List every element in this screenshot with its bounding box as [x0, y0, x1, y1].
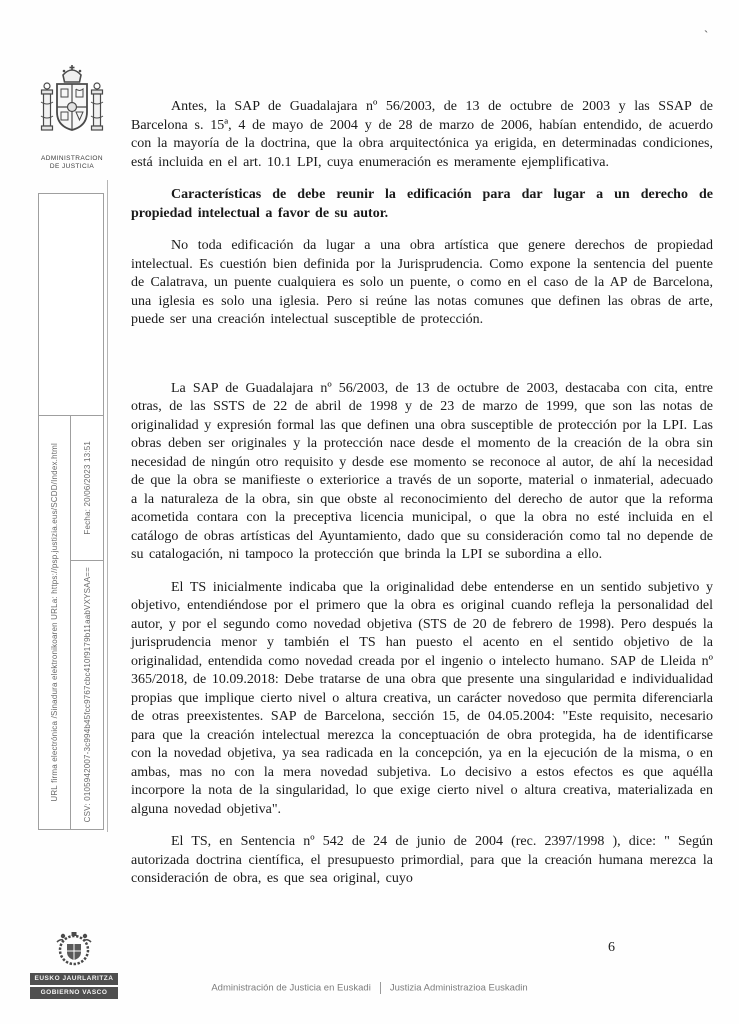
footer-text-es: Administración de Justicia en Euskadi: [211, 982, 371, 994]
page-number: 6: [608, 940, 615, 955]
sidebar-right-column: [71, 416, 103, 829]
section-heading: Características de debe reunir la edificación para dar lugar a un derecho de propiedad intelectual a favor de su autor.: [131, 187, 713, 221]
paragraph: Antes, la SAP de Guadalajara nº 56/2003, de 13 de octubre de 2003 y las SSAP de Barcelona s. 15ª, 4 de mayo de 2004 y de 28 de marzo de 2006, habían entendido, de acuerdo con la mayoría de la doctrina, que la obra arquitectónica ya erigida, en determinadas condiciones, está incluida en el art. 10.1 LPI, cuya enumeración es meramente ejemplificativa.: [131, 99, 713, 170]
sidebar-bottom-cells: [39, 416, 103, 829]
paragraph: El TS inicialmente indicaba que la originalidad debe entenderse en un sentido subjetivo y objetivo, entendiéndose por el primero que la obra es original cuando refleja la personalidad del autor, y por el segundo como novedad objetiva (STS de 20 de febrero de 1998). Pero después la jurisprudencia menor y también el TS han puesto el acento en el sentido objetivo de la originalidad, entendida como novedad creada por el ingenio o intelecto humano. SAP de Lleida nº 365/2018, de 10.09.2018: Debe tratarse de una obra que presente una singularidad e individualidad propias que implique cierto nivel o altura creativa, un carácter novedoso que permita diferenciarla de otras preexistentes. SAP de Barcelona, sección 15, de 04.05.2004: "Este requisito, necesario para que la creación intelectual merezca la conceptuación de obra protegida, ha de identificarse con la novedad objetiva, ya sea radicada en la concepción, ya en la ejecución de la misma, o en ambas, mas no con la mera novedad subjetiva. Lo decisivo a estos efectos es que aquélla incorpore la nota de la singularidad, lo que exige cierto nivel o altura creativa, materializada en alguna novedad objetiva".: [131, 579, 713, 817]
paragraph: No toda edificación da lugar a una obra artística que genere derechos de propiedad intelectual. Es cuestión bien definida por la Jurisprudencia. Como expone la sentencia del puente de Calatrava, un puente cualquiera es solo un puente, o como en el caso de la AP de Barcelona, una iglesia es solo una iglesia. Pero si reúne las notas comunes que definen las obras de arte, puede ser una creación intelectual susceptible de protección.: [131, 238, 713, 327]
signature-sidebar-table: [38, 193, 104, 830]
admin-caption: [26, 155, 118, 171]
admin-caption-line1: ADMINISTRACION: [41, 155, 103, 162]
margin-rule: [107, 180, 108, 832]
sidebar-fecha-cell: [71, 416, 103, 561]
signature-url-text: URL firma electrónica /Sinadura elektronikoaren URLa: https://psp.justizia.eus/SCDD/Index.html: [50, 443, 59, 802]
sidebar-url-cell: [39, 416, 71, 829]
scan-tick-mark: `: [704, 28, 709, 43]
signature-date-text: Fecha: 20/06/2023 13:51: [82, 441, 92, 535]
paragraph: El TS, en Sentencia nº 542 de 24 de junio de 2004 (rec. 2397/1998 ), dice: " Según autorizada doctrina científica, el presupuesto primordial, para que la creación humana merezca la consideración de obra, es que sea original, cuyo: [131, 834, 713, 886]
admin-caption-line2: DE JUSTICIA: [49, 163, 95, 170]
basque-emblem-icon: [51, 930, 97, 966]
footer-logo-bar-top: EUSKO JAURLARITZA: [30, 973, 118, 985]
footer-caption: [0, 982, 739, 994]
spain-coat-of-arms-icon: [40, 62, 104, 157]
footer-logo-bar-bottom: GOBIERNO VASCO: [30, 987, 118, 999]
footer-separator: [380, 982, 381, 994]
signature-csv-text: CSV: 0105942007-3c994b45fcc9767cbc410f9179b11aabVXYSAA==: [82, 567, 92, 823]
sidebar-empty-cell: [39, 194, 103, 416]
sidebar-csv-cell: [71, 561, 103, 829]
document-body: [131, 98, 713, 889]
footer-text-eu: Justizia Administrazioa Euskadin: [389, 982, 528, 994]
paragraph: La SAP de Guadalajara nº 56/2003, de 13 de octubre de 2003, destacaba con cita, entre otras, de las SSTS de 22 de abril de 1998 y de 23 de marzo de 1999, que son las notas de originalidad y expresión formal las que definen una obra susceptible de protección por la LPI. Las obras deben ser originales y la protección nace desde el momento de la creación de la obra sin necesidad de ningún otro requisito y desde ese momento se reconoce al autor, de ahí la necesidad de que la obra se manifieste o exteriorice a través de un soporte, material o inmaterial, adecuado a la naturaleza de la obra, sin que obste al reconocimiento del derecho de autor que la reforma acometida contara con la preceptiva licencia municipal, o que la obra no esté incluida en el catálogo de obras artísticas del Ayuntamiento, dado que su consideración como tal no depende de su catalogación, ni tampoco la protección que brinda la LPI se subordina a ello.: [131, 380, 713, 562]
